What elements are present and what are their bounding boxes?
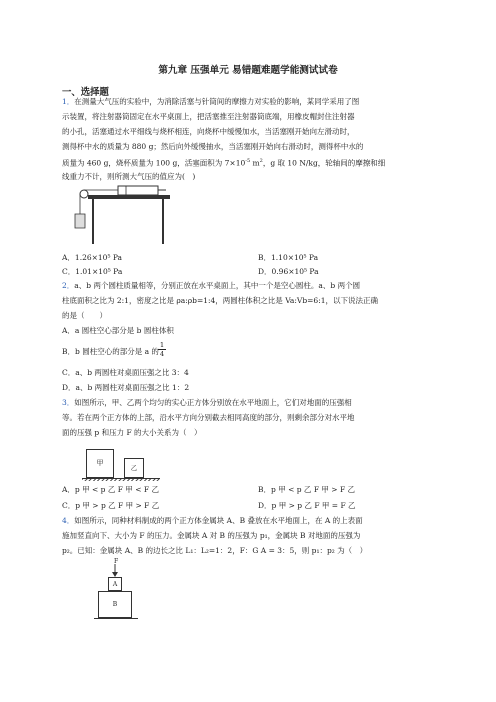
q2-option-d[interactable]: D．a、b 两圆柱对桌面压强之比 1：2 bbox=[62, 383, 190, 392]
block-b: B bbox=[98, 591, 132, 618]
q2-line-1: 2．a、b 两个圆柱质量相等，分别正放在水平桌面上，其中一个是空心圆柱。a、b 两个圆 bbox=[62, 281, 361, 290]
q3-option-d[interactable]: D．p 甲 > p 乙 F 甲 = F 乙 bbox=[258, 501, 356, 510]
q1-option-b[interactable]: B．1.10×10⁵ Pa bbox=[258, 253, 319, 262]
q3-option-a[interactable]: A．p 甲 < p 乙 F 甲 < F 乙 bbox=[62, 485, 159, 494]
q3-line-2: 等。若在两个正方体的上部，沿水平方向分别截去相同高度的部分，则剩余部分对水平地 bbox=[62, 413, 355, 422]
q1-option-a[interactable]: A．1.26×10⁵ Pa bbox=[62, 253, 123, 262]
q3-line-1: 3．如图所示，甲、乙两个均匀的实心正方体分别放在水平地面上，它们对地面的压强相 bbox=[62, 398, 352, 407]
q1-line-5: 质量为 460 g，烧杯质量为 100 g，活塞面积为 $7\times 10^{-5}$ $m^2$，g 取 10 N/kg，轮轴间的摩擦和细 bbox=[62, 158, 386, 168]
q2-option-b[interactable]: B．b 圆柱空心的部分是 a 的 bbox=[62, 347, 159, 356]
cubes-figure bbox=[82, 445, 160, 481]
section-heading: 一、选择题 bbox=[62, 87, 109, 98]
q4-line-1: 4．如图所示，同种材料制成的两个正方体金属块 A、B 叠放在水平地面上，在 A 的上表面 bbox=[62, 516, 363, 525]
force-arrow-icon bbox=[110, 564, 120, 578]
q3-option-c[interactable]: C．p 甲 > p 乙 F 甲 > F 乙 bbox=[62, 501, 160, 510]
cube-yi: 乙 bbox=[124, 458, 144, 478]
q4-line-3: p₂。已知：金属块 A、B 的边长之比 L₁：L₂=1：2，F：G A = 3：5，则 p₁：p₂ 为（ ） bbox=[62, 546, 368, 555]
block-a: A bbox=[108, 577, 122, 591]
ground-line bbox=[94, 618, 138, 619]
q4-line-2: 施加竖直向下、大小为 F 的压力。金属块 A 对 B 的压强为 p₁，金属块 B 对地面的压强为 bbox=[62, 531, 361, 540]
page-title: 第九章 压强单元 易错题难题学能测试试卷 bbox=[158, 65, 338, 76]
q2-option-c[interactable]: C．a、b 两圆柱对桌面压强之比 3：4 bbox=[62, 368, 189, 377]
stacked-blocks-figure bbox=[94, 558, 144, 622]
force-label: F bbox=[114, 558, 119, 565]
q1-line-1: 1．在测量大气压的实验中，为消除活塞与针筒间的摩擦力对实验的影响，某同学采用了图 bbox=[62, 97, 360, 106]
q1-line-4: 测得杯中水的质量为 880 g；然后向外缓慢抽水，当活塞刚开始向右滑动时，测得杯中水的 bbox=[62, 142, 364, 151]
q1-option-c[interactable]: C．1.01×10⁵ Pa bbox=[62, 267, 123, 276]
syringe-apparatus-figure bbox=[74, 184, 174, 254]
q2-line-3: 的是（ ） bbox=[62, 311, 107, 320]
cube-jia: 甲 bbox=[86, 449, 114, 478]
q2-fraction: $\frac{1}{4}$ bbox=[159, 341, 165, 358]
q2-option-a[interactable]: A．a 圆柱空心部分是 b 圆柱体积 bbox=[62, 326, 174, 335]
q1-line-6: 线重力不计，则所测大气压的值应为( ) bbox=[62, 172, 196, 181]
q1-line-3: 的小孔，活塞通过水平细线与烧杯相连，向烧杯中缓慢加水，当活塞刚开始向左滑动时， bbox=[62, 127, 355, 136]
q1-option-d[interactable]: D．0.96×10⁵ Pa bbox=[258, 267, 319, 276]
q2-line-2: 柱底面积之比为 2:1，密度之比是 ρa:ρb=1:4，两圆柱体积之比是 Va:Vb=6:1，以下说法正确 bbox=[62, 296, 378, 305]
q1-line-2: 示装置，将注射器筒固定在水平桌面上，把活塞推至注射器筒底端，用橡皮帽封住注射器 bbox=[62, 112, 355, 121]
q3-option-b[interactable]: B．p 甲 < p 乙 F 甲 > F 乙 bbox=[258, 485, 356, 494]
q3-line-3: 面的压强 p 和压力 F 的大小关系为（ ） bbox=[62, 428, 202, 437]
